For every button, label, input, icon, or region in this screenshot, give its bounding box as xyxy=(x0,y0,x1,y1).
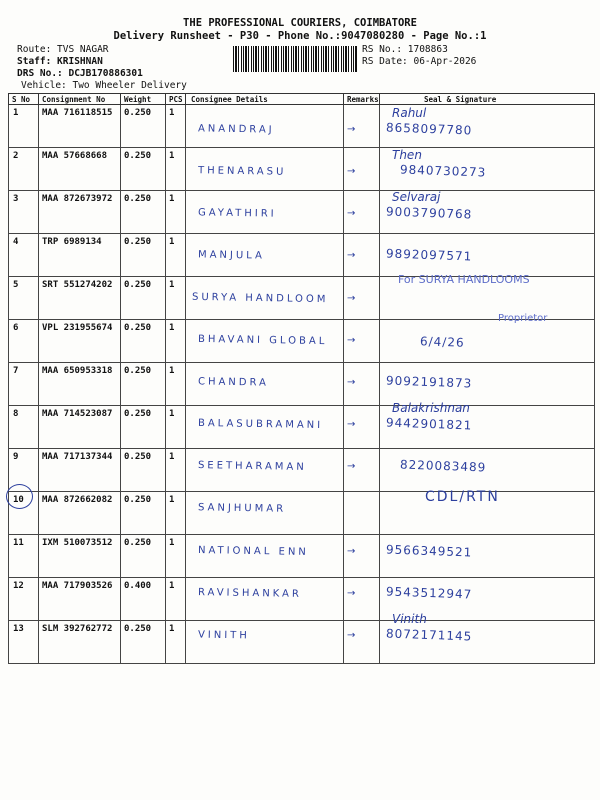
handwritten-consignee: SANJHUMAR xyxy=(197,502,287,516)
cell-sno: 10 xyxy=(9,492,39,535)
handwritten-remark: → xyxy=(347,166,356,178)
handwritten-phone: 9543512947 xyxy=(385,584,473,602)
handwritten-consignee: MANJULA xyxy=(197,249,265,263)
handwritten-consignee: VINITH xyxy=(197,629,250,642)
cell-sno: 6 xyxy=(9,320,39,363)
handwritten-signature: Rahul xyxy=(392,106,427,120)
cell-sno: 12 xyxy=(9,578,39,621)
cell-remarks xyxy=(344,621,380,664)
handwritten-consignee: THENARASU xyxy=(197,165,287,178)
cell-weight: 0.250 xyxy=(121,406,166,449)
handwritten-remark: → xyxy=(347,334,356,346)
seal-stamp: For SURYA HANDLOOMS xyxy=(398,272,530,286)
cell-weight: 0.250 xyxy=(121,363,166,406)
runsheet-subtitle: Delivery Runsheet - P30 - Phone No.:9047080280 - Page No.:1 xyxy=(113,30,487,42)
handwritten-phone: 9892097571 xyxy=(385,246,473,264)
handwritten-remark: → xyxy=(347,292,356,304)
handwritten-remark: → xyxy=(347,250,356,262)
handwritten-remark: → xyxy=(347,587,356,599)
handwritten-consignee: RAVISHANKAR xyxy=(197,586,302,600)
cell-remarks xyxy=(344,492,380,535)
cell-consignment: MAA 650953318 xyxy=(39,363,121,406)
col-consignee: Consignee Details xyxy=(186,94,344,105)
cell-weight: 0.250 xyxy=(121,492,166,535)
cell-pcs: 1 xyxy=(166,277,186,320)
cell-sno: 7 xyxy=(9,363,39,406)
handwritten-phone: 8072171145 xyxy=(385,626,473,644)
handwritten-signature: Then xyxy=(392,148,422,163)
handwritten-phone: 9840730273 xyxy=(399,162,487,180)
staff-label: Staff: KRISHNAN xyxy=(17,56,103,67)
cell-weight: 0.400 xyxy=(121,578,166,621)
cell-sno: 4 xyxy=(9,234,39,277)
handwritten-phone: 9566349521 xyxy=(385,541,473,560)
cell-weight: 0.250 xyxy=(121,234,166,277)
cell-sno: 13 xyxy=(9,621,39,664)
cell-sno: 5 xyxy=(9,277,39,320)
handwritten-signature: Selvaraj xyxy=(392,190,441,205)
cell-pcs: 1 xyxy=(166,363,186,406)
handwritten-consignee: SEETHARAMAN xyxy=(197,460,307,474)
cell-weight: 0.250 xyxy=(121,449,166,492)
cell-consignment: MAA 714523087 xyxy=(39,406,121,449)
cell-pcs: 1 xyxy=(166,492,186,535)
cell-pcs: 1 xyxy=(166,535,186,578)
handwritten-phone: 9003790768 xyxy=(385,204,473,222)
cell-consignment: SRT 551274202 xyxy=(39,277,121,320)
handwritten-remark: → xyxy=(347,124,356,135)
cell-sno: 11 xyxy=(9,535,39,578)
cell-consignment: MAA 716118515 xyxy=(39,105,121,148)
vehicle-label: Vehicle: Two Wheeler Delivery xyxy=(21,80,187,91)
handwritten-phone: 8658097780 xyxy=(385,120,473,138)
cell-consignment: MAA 57668668 xyxy=(39,148,121,191)
col-sno: S No xyxy=(9,94,39,105)
cell-weight: 0.250 xyxy=(121,621,166,664)
handwritten-consignee: BALASUBRAMANI xyxy=(197,417,324,432)
cell-consignment: SLM 392762772 xyxy=(39,621,121,664)
handwritten-consignee: SURYA HANDLOOM xyxy=(191,291,329,305)
cell-weight: 0.250 xyxy=(121,105,166,148)
table-row xyxy=(9,191,595,234)
cell-pcs: 1 xyxy=(166,234,186,277)
cell-consignment: MAA 872662082 xyxy=(39,492,121,535)
handwritten-consignee: ANANDRAJ xyxy=(197,123,275,136)
cell-consignment: MAA 872673972 xyxy=(39,191,121,234)
drs-number: DRS No.: DCJB170886301 xyxy=(17,68,143,79)
handwritten-phone: 9442901821 xyxy=(385,415,473,433)
cell-consignment: MAA 717903526 xyxy=(39,578,121,621)
table-row xyxy=(9,492,595,535)
handwritten-remark: → xyxy=(347,376,356,388)
cell-consignment: IXM 510073512 xyxy=(39,535,121,578)
cell-pcs: 1 xyxy=(166,148,186,191)
handwritten-consignee: CHANDRA xyxy=(197,376,270,389)
cell-pcs: 1 xyxy=(166,578,186,621)
handwritten-remark: → xyxy=(347,419,356,431)
table-row xyxy=(9,105,595,148)
cell-weight: 0.250 xyxy=(121,277,166,320)
cell-consignment: VPL 231955674 xyxy=(39,320,121,363)
cell-pcs: 1 xyxy=(166,449,186,492)
seal-stamp: Proprietor xyxy=(498,312,548,324)
handwritten-consignee: GAYATHIRI xyxy=(197,207,277,220)
table-row xyxy=(9,363,595,406)
route-label: Route: TVS NAGAR xyxy=(17,44,109,55)
cell-remarks xyxy=(344,578,380,621)
cell-pcs: 1 xyxy=(166,621,186,664)
col-pcs: PCS xyxy=(166,94,186,105)
cell-consignment: TRP 6989134 xyxy=(39,234,121,277)
barcode xyxy=(233,46,357,72)
cell-pcs: 1 xyxy=(166,406,186,449)
cell-pcs: 1 xyxy=(166,320,186,363)
cell-signature xyxy=(380,320,595,363)
cell-sno: 1 xyxy=(9,105,39,148)
cell-sno: 2 xyxy=(9,148,39,191)
handwritten-remark: → xyxy=(347,629,356,641)
handwritten-phone: 8220083489 xyxy=(399,457,487,475)
col-consignment: Consignment No xyxy=(39,94,121,105)
cell-consignee xyxy=(186,621,344,664)
cell-weight: 0.250 xyxy=(121,535,166,578)
table-row xyxy=(9,148,595,191)
cell-weight: 0.250 xyxy=(121,191,166,234)
runsheet-table xyxy=(8,93,595,664)
handwritten-note: CDL/RTN xyxy=(425,489,500,506)
cell-weight: 0.250 xyxy=(121,148,166,191)
handwritten-consignee: BHAVANI GLOBAL xyxy=(197,333,328,347)
handwritten-remark: → xyxy=(347,545,356,557)
handwritten-signature: Vinith xyxy=(392,611,427,626)
row-10-circle-mark xyxy=(6,484,33,509)
company-title: THE PROFESSIONAL COURIERS, COIMBATORE xyxy=(183,17,417,29)
rs-number: RS No.: 1708863 xyxy=(362,44,448,55)
cell-sno: 9 xyxy=(9,449,39,492)
handwritten-phone: 9092191873 xyxy=(385,373,473,391)
col-weight: Weight xyxy=(121,94,166,105)
table-header xyxy=(9,94,595,105)
cell-pcs: 1 xyxy=(166,105,186,148)
handwritten-signature: Balakrishnan xyxy=(392,401,470,416)
handwritten-remark: → xyxy=(347,461,356,473)
col-remarks: Remarks xyxy=(344,94,380,105)
cell-consignment: MAA 717137344 xyxy=(39,449,121,492)
cell-sno: 8 xyxy=(9,406,39,449)
table-row xyxy=(9,621,595,664)
table-row xyxy=(9,234,595,277)
cell-pcs: 1 xyxy=(166,191,186,234)
col-signature: Seal & Signature xyxy=(380,94,595,105)
handwritten-consignee: NATIONAL ENN xyxy=(197,544,309,558)
cell-weight: 0.250 xyxy=(121,320,166,363)
rs-date: RS Date: 06-Apr-2026 xyxy=(362,56,477,67)
handwritten-remark: → xyxy=(347,208,356,220)
cell-sno: 3 xyxy=(9,191,39,234)
handwritten-date: 6/4/26 xyxy=(419,333,465,350)
